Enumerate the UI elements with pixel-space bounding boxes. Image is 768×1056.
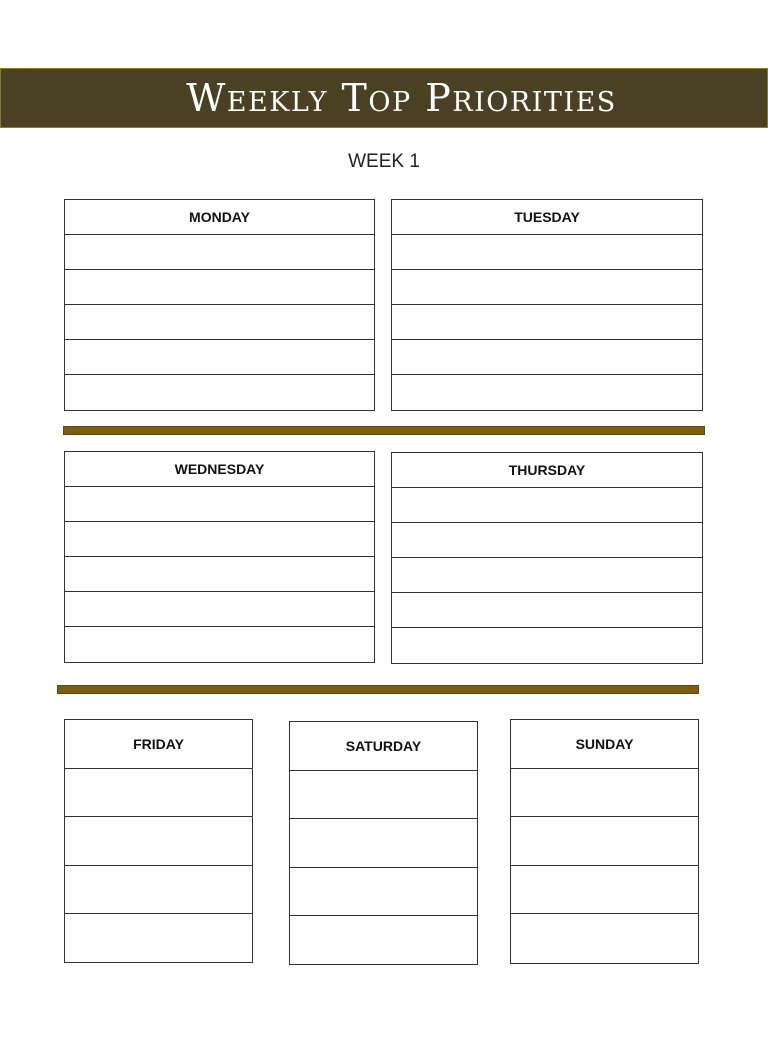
- sunday-entry-row[interactable]: [511, 914, 698, 963]
- week-label: WEEK 1: [348, 151, 420, 172]
- sunday-entry-row[interactable]: [511, 769, 698, 818]
- saturday-label: SATURDAY: [345, 737, 422, 754]
- tuesday-entry-row[interactable]: [392, 340, 702, 375]
- page-title: Weekly Top Priorities: [186, 76, 617, 120]
- saturday-header: [290, 722, 477, 771]
- wednesday-entry-row[interactable]: [65, 592, 374, 627]
- thursday-entry-row[interactable]: [392, 558, 702, 593]
- friday-table: [64, 719, 253, 963]
- tuesday-label: TUESDAY: [514, 209, 580, 225]
- monday-entry-row[interactable]: [65, 270, 374, 305]
- wednesday-label: WEDNESDAY: [174, 461, 265, 477]
- tuesday-entry-row[interactable]: [392, 270, 702, 305]
- wednesday-entry-row[interactable]: [65, 522, 374, 557]
- monday-table: [64, 199, 375, 411]
- saturday-entry-row[interactable]: [290, 819, 477, 868]
- thursday-entry-row[interactable]: [392, 488, 702, 523]
- tuesday-entry-row[interactable]: [392, 375, 702, 410]
- sunday-label: SUNDAY: [575, 735, 634, 752]
- monday-label: MONDAY: [189, 209, 250, 225]
- thursday-table: [391, 452, 703, 664]
- sunday-header: [511, 720, 698, 769]
- sunday-table: [510, 719, 699, 964]
- wednesday-entry-row[interactable]: [65, 557, 374, 592]
- thursday-entry-row[interactable]: [392, 628, 702, 663]
- saturday-entry-row[interactable]: [290, 868, 477, 917]
- thursday-entry-row[interactable]: [392, 523, 702, 558]
- tuesday-header: [392, 200, 702, 235]
- section-divider: [57, 685, 699, 694]
- friday-entry-row[interactable]: [65, 866, 252, 915]
- thursday-entry-row[interactable]: [392, 593, 702, 628]
- friday-entry-row[interactable]: [65, 769, 252, 818]
- monday-entry-row[interactable]: [65, 235, 374, 270]
- sunday-entry-row[interactable]: [511, 866, 698, 915]
- wednesday-header: [65, 452, 374, 487]
- thursday-header: [392, 453, 702, 488]
- monday-entry-row[interactable]: [65, 340, 374, 375]
- title-banner: [0, 68, 768, 128]
- friday-entry-row[interactable]: [65, 817, 252, 866]
- saturday-table: [289, 721, 478, 965]
- wednesday-entry-row[interactable]: [65, 627, 374, 662]
- friday-header: [65, 720, 252, 769]
- wednesday-entry-row[interactable]: [65, 487, 374, 522]
- saturday-entry-row[interactable]: [290, 771, 477, 820]
- tuesday-entry-row[interactable]: [392, 235, 702, 270]
- friday-label: FRIDAY: [133, 735, 184, 752]
- monday-header: [65, 200, 374, 235]
- section-divider: [63, 426, 705, 435]
- thursday-label: THURSDAY: [508, 462, 586, 478]
- monday-entry-row[interactable]: [65, 305, 374, 340]
- saturday-entry-row[interactable]: [290, 916, 477, 965]
- sunday-entry-row[interactable]: [511, 817, 698, 866]
- tuesday-table: [391, 199, 703, 411]
- tuesday-entry-row[interactable]: [392, 305, 702, 340]
- wednesday-table: [64, 451, 375, 663]
- monday-entry-row[interactable]: [65, 375, 374, 410]
- friday-entry-row[interactable]: [65, 914, 252, 963]
